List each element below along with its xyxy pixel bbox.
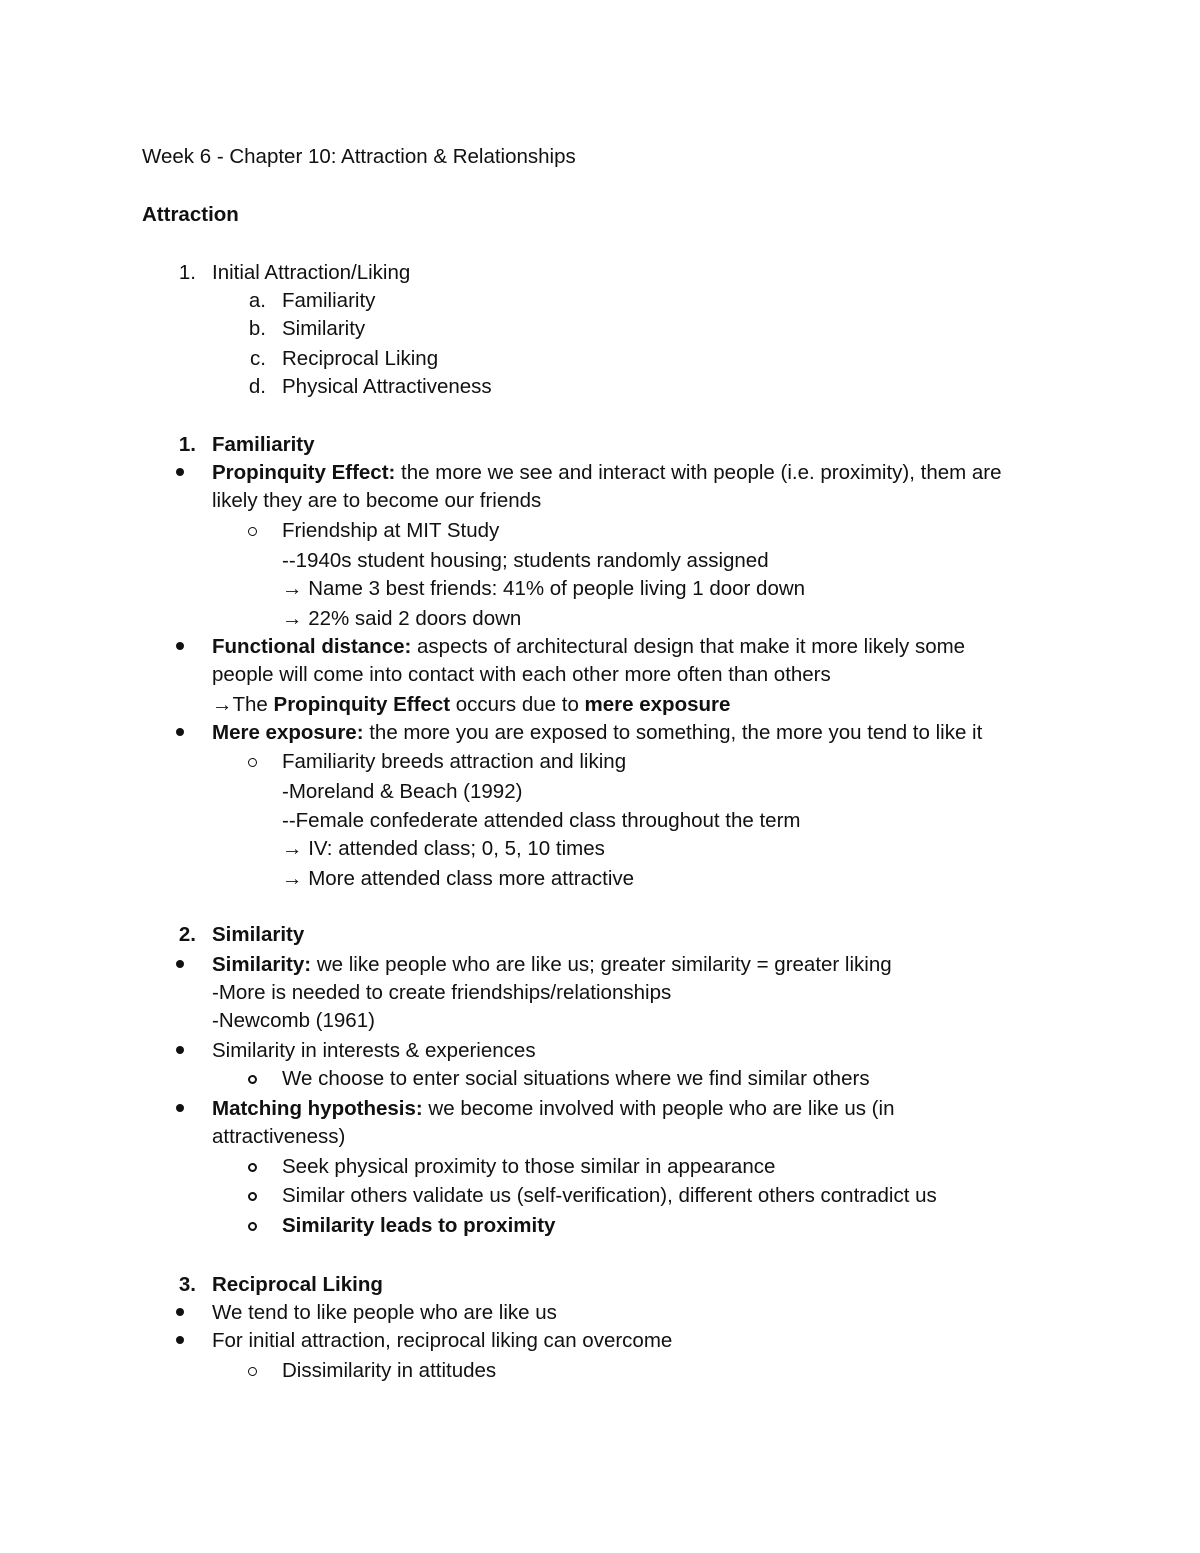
sub-bullet-text: Friendship at MIT Study (282, 519, 500, 542)
arrow-icon: → (282, 607, 309, 630)
section-heading: Attraction (142, 203, 239, 226)
arrow-icon: → (212, 693, 233, 716)
hollow-bullet-icon (248, 1075, 257, 1084)
hollow-bullet-icon (248, 1367, 257, 1376)
definition: the more we see and interact with people (i.e. proximity), them are (395, 461, 1002, 484)
outline-subitem: Physical Attractiveness (282, 375, 492, 398)
bullet-icon (176, 728, 184, 736)
outline-subitem: Similarity (282, 317, 366, 340)
hollow-bullet-icon (248, 1222, 257, 1231)
outline-item-label: Initial Attraction/Liking (212, 261, 411, 284)
subsection-heading: Reciprocal Liking (212, 1273, 383, 1296)
sub-bullet-text: Dissimilarity in attitudes (282, 1359, 497, 1382)
sub-bullet-text: Similar others validate us (self-verification), different others contradict us (282, 1184, 937, 1207)
note-line: → 22% said 2 doors down (282, 607, 522, 630)
term: Functional distance: (212, 635, 412, 658)
definition-continuation: people will come into contact with each other more often than others (212, 663, 831, 686)
list-letter: d. (248, 375, 266, 398)
definition-line (212, 634, 965, 660)
arrow-icon: → (282, 577, 309, 600)
list-number: 1. (178, 261, 196, 284)
note-line: → Name 3 best friends: 41% of people living 1 door down (282, 577, 806, 600)
bullet-icon (176, 960, 184, 968)
bullet-icon (176, 1336, 184, 1344)
definition: we become involved with people who are like us (in (422, 1097, 895, 1120)
term: Similarity: (212, 953, 312, 976)
subsection-heading: Similarity (212, 923, 305, 946)
note-line: -Newcomb (1961) (212, 1009, 375, 1032)
arrow-icon: → (282, 867, 309, 890)
term: Matching hypothesis: (212, 1097, 423, 1120)
term: Mere exposure: (212, 721, 364, 744)
term: Propinquity Effect: (212, 461, 396, 484)
list-letter: b. (248, 317, 266, 340)
note-line: --Female confederate attended class throughout the term (282, 809, 801, 832)
note-line: -More is needed to create friendships/relationships (212, 981, 672, 1004)
section-number: 2. (178, 923, 196, 946)
list-letter: c. (250, 347, 266, 370)
outline-subitem: Reciprocal Liking (282, 347, 439, 370)
bullet-icon (176, 642, 184, 650)
bullet-icon (176, 1046, 184, 1054)
sub-bullet-text: Similarity leads to proximity (282, 1214, 556, 1237)
definition-line (212, 720, 982, 746)
note-line: → More attended class more attractive (282, 867, 635, 890)
hollow-bullet-icon (248, 1163, 257, 1172)
sub-bullet-text: We choose to enter social situations where we find similar others (282, 1067, 870, 1090)
section-number: 3. (178, 1273, 196, 1296)
definition: aspects of architectural design that make it more likely some (411, 635, 966, 658)
list-letter: a. (248, 289, 266, 312)
note-line: -Moreland & Beach (1992) (282, 780, 523, 803)
definition: we like people who are like us; greater similarity = greater liking (311, 953, 892, 976)
subsection-heading: Familiarity (212, 433, 315, 456)
arrow-icon: → (282, 837, 309, 860)
bullet-text: We tend to like people who are like us (212, 1301, 557, 1324)
hollow-bullet-icon (248, 527, 257, 536)
hollow-bullet-icon (248, 1192, 257, 1201)
definition-line (212, 1096, 894, 1122)
definition-line (212, 460, 1002, 486)
definition: the more you are exposed to something, the more you tend to like it (363, 721, 983, 744)
note-line: →The Propinquity Effect occurs due to mere exposure (212, 693, 731, 716)
definition-continuation: attractiveness) (212, 1125, 346, 1148)
bullet-icon (176, 1308, 184, 1316)
page-title: Week 6 - Chapter 10: Attraction & Relationships (142, 145, 576, 168)
bullet-icon (176, 1104, 184, 1112)
outline-subitem: Familiarity (282, 289, 376, 312)
sub-bullet-text: Seek physical proximity to those similar in appearance (282, 1155, 776, 1178)
section-number: 1. (178, 433, 196, 456)
bullet-icon (176, 468, 184, 476)
definition-continuation: likely they are to become our friends (212, 489, 542, 512)
note-line: → IV: attended class; 0, 5, 10 times (282, 837, 605, 860)
bullet-text: For initial attraction, reciprocal liking can overcome (212, 1329, 673, 1352)
hollow-bullet-icon (248, 758, 257, 767)
sub-bullet-text: Familiarity breeds attraction and liking (282, 750, 627, 773)
note-line: --1940s student housing; students randomly assigned (282, 549, 769, 572)
bullet-text: Similarity in interests & experiences (212, 1039, 536, 1062)
definition-line (212, 952, 892, 978)
